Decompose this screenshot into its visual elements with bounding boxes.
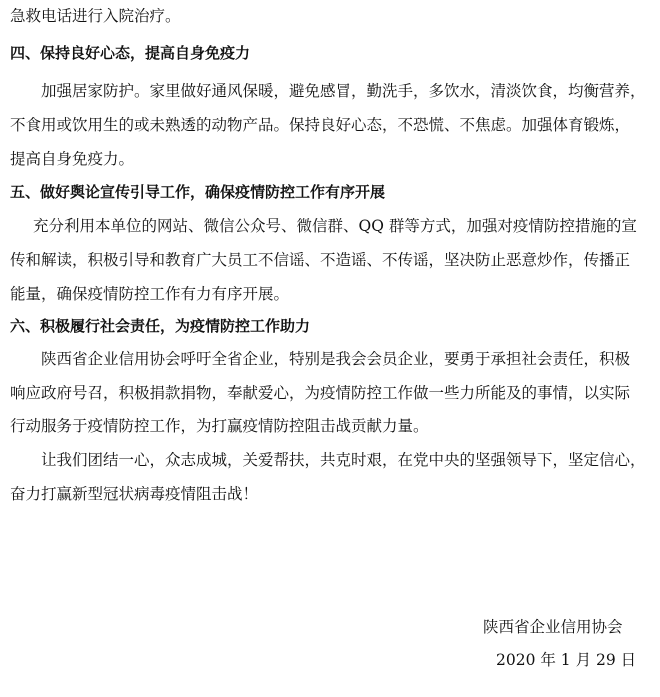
section-5-heading: 五、做好舆论宣传引导工作，确保疫情防控工作有序开展	[10, 183, 386, 201]
section-4-line-3: 提高自身免疫力。	[10, 150, 135, 168]
section-5-line-3: 能量，确保疫情防控工作有力有序开展。	[10, 285, 290, 303]
closing-line-1: 让我们团结一心，众志成城，关爱帮扶，共克时艰，在党中央的坚强领导下，坚定信心，	[41, 451, 646, 469]
signature-organization: 陕西省企业信用协会	[483, 618, 623, 636]
section-5-line-2: 传和解读，积极引导和教育广大员工不信谣、不造谣、不传谣，坚决防止恶意炒作，传播正	[10, 251, 631, 269]
section-6-heading: 六、积极履行社会责任，为疫情防控工作助力	[10, 317, 311, 335]
section-4-heading: 四、保持良好心态，提高自身免疫力	[10, 44, 251, 62]
section-4-line-2: 不食用或饮用生的或未熟透的动物产品。保持良好心态，不恐慌、不焦虑。加强体育锻炼，	[10, 116, 631, 134]
section-6-line-3: 行动服务于疫情防控工作，为打赢疫情防控阻击战贡献力量。	[10, 417, 429, 435]
section-6-line-2: 响应政府号召，积极捐款捐物，奉献爱心，为疫情防控工作做一些力所能及的事情，以实际	[10, 384, 631, 402]
section-5-line-1: 充分利用本单位的网站、微信公众号、微信群、QQ 群等方式，加强对疫情防控措施的宣	[33, 217, 637, 235]
section-6-line-1: 陕西省企业信用协会呼吁全省企业，特别是我会会员企业，要勇于承担社会责任，积极	[41, 350, 631, 368]
section-4-line-1: 加强居家防护。家里做好通风保暖，避免感冒，勤洗手，多饮水，清淡饮食，均衡营养，	[41, 82, 646, 100]
closing-line-2: 奋力打赢新型冠状病毒疫情阻击战！	[10, 485, 259, 503]
signature-date: 2020 年 1 月 29 日	[496, 651, 637, 669]
intro-tail-text: 急救电话进行入院治疗。	[10, 7, 181, 25]
